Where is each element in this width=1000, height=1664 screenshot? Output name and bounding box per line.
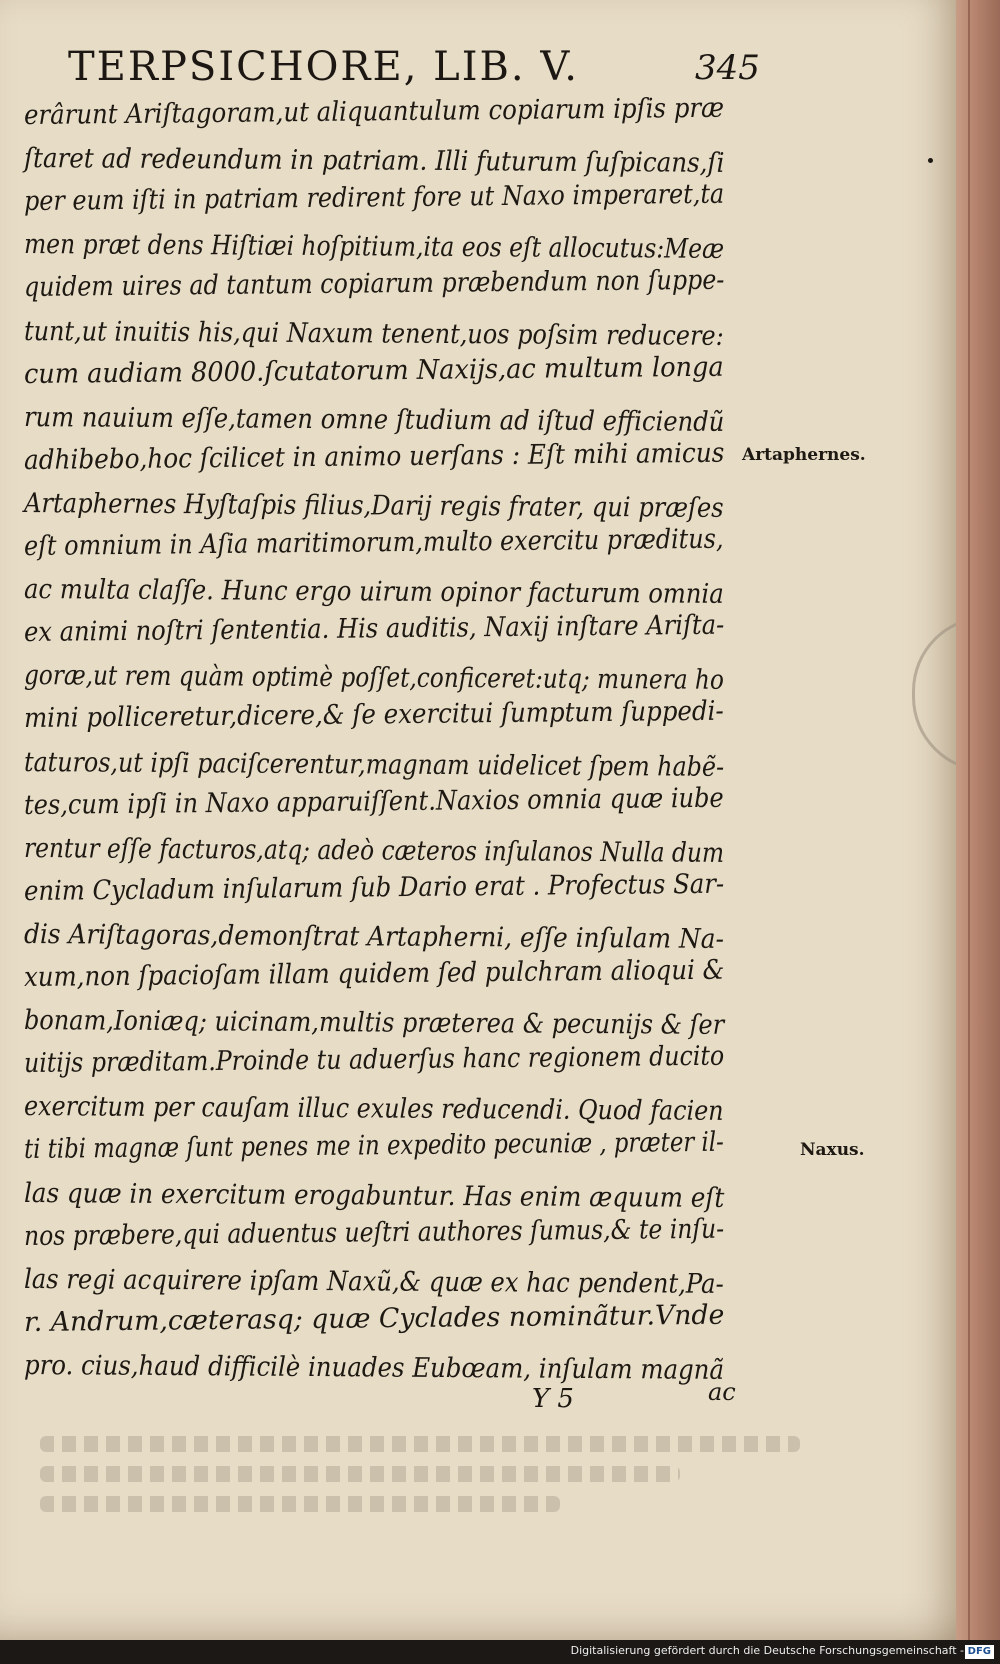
text-line: pro. cius,haud difficilè inuades Eubœam, inſulam magnã bbox=[23, 1349, 725, 1386]
text-line: rentur eſſe facturos,atq; adeò cæteros inſulanos Nulla dum bbox=[23, 832, 725, 869]
show-through-ink bbox=[40, 1436, 800, 1452]
text-line: men præt dens Hiſtiæi hoſpitium,ita eos eſt allocutus:Meæ bbox=[23, 229, 725, 266]
text-line: per eum iſti in patriam redirent fore ut Naxo imperaret,ta bbox=[23, 178, 725, 218]
text-line: mini polliceretur,dicere,& ſe exercitui ſumptum ſuppedi- bbox=[23, 696, 724, 735]
text-line: adhibebo,hoc ſcilicet in animo uerſans : Eſt mihi amicus bbox=[23, 437, 725, 476]
text-line: bonam,Ioniæq; uicinam,multis præterea & pecunijs & ſer bbox=[23, 1005, 725, 1041]
text-line: goræ,ut rem quàm optimè poſſet,conficeret:utq; munera ho bbox=[23, 660, 724, 697]
text-line: taturos,ut ipſi paciſcerentur,magnam uidelicet ſpem habẽ- bbox=[23, 746, 725, 783]
text-line: las regi acquirere ipſam Naxũ,& quæ ex hac pendent,Pa- bbox=[23, 1263, 724, 1300]
text-line: rum nauium eſſe,tamen omne ſtudium ad iſtud efficiendũ bbox=[23, 401, 725, 438]
signature-mark: Y 5 bbox=[532, 1384, 574, 1414]
text-line: enim Cycladum inſularum ſub Dario erat . Profectus Sar- bbox=[23, 868, 725, 907]
text-line: erârunt Ariſtagoram,ut aliquantulum copiarum ipſis præ bbox=[23, 92, 725, 131]
text-line: cum audiam 8000.ſcutatorum Naxijs,ac multum longa bbox=[23, 351, 724, 390]
text-line: uitijs præditam.Proinde tu aduerſus hanc regionem ducito bbox=[23, 1040, 725, 1080]
page-edge bbox=[956, 0, 1000, 1640]
text-line: ex animi noſtri ſententia. His auditis, Naxij inſtare Ariſta- bbox=[23, 609, 725, 649]
text-line: xum,non ſpacioſam illam quidem ſed pulchram alioqui & bbox=[23, 954, 725, 993]
marginal-note-naxus: Naxus. bbox=[800, 1140, 865, 1160]
text-line: r. Andrum,cæterasq; quæ Cyclades nominãtur.Vnde bbox=[23, 1299, 725, 1338]
text-line: exercitum per cauſam illuc exules reducendi. Quod facien bbox=[23, 1091, 724, 1128]
show-through-ink bbox=[40, 1496, 560, 1512]
text-line: ti tibi magnæ ſunt penes me in expedito pecuniæ , præter il- bbox=[23, 1127, 724, 1166]
text-line: tunt,ut inuitis his,qui Naxum tenent,uos poſsim reducere: bbox=[23, 315, 724, 352]
footer-bar bbox=[0, 1640, 1000, 1664]
marginal-note-artaphernes: Artaphernes. bbox=[742, 445, 866, 465]
text-line: tes,cum ipſi in Naxo apparuiſſent.Naxios omnia quæ iube bbox=[23, 782, 724, 821]
catchword: ac bbox=[708, 1378, 736, 1406]
running-title: TERPSICHORE, LIB. V. bbox=[68, 44, 579, 90]
text-line: dis Ariſtagoras,demonſtrat Artapherni, eſſe inſulam Na- bbox=[23, 918, 725, 955]
page-edge-line bbox=[968, 0, 970, 1640]
text-line: ac multa claſſe. Hunc ergo uirum opinor facturum omnia bbox=[23, 574, 724, 610]
text-line: quidem uires ad tantum copiarum præbendum non ſuppe- bbox=[23, 265, 725, 304]
footer-credit: Digitalisierung gefördert durch die Deutsche Forschungsgemeinschaft - bbox=[570, 1644, 964, 1657]
text-line: ſtaret ad redeundum in patriam. Illi futurum ſuſpicans,ſi bbox=[23, 143, 725, 179]
text-line: las quæ in exercitum erogabuntur. Has enim æquum eſt bbox=[23, 1177, 725, 1214]
ink-dot bbox=[928, 158, 933, 163]
text-line: eſt omnium in Aſia maritimorum,multo exercitu præditus, bbox=[23, 523, 724, 562]
page-number: 345 bbox=[695, 48, 760, 88]
text-line: nos præbere,qui aduentus ueſtri authores ſumus,& te inſu- bbox=[23, 1213, 725, 1252]
dfg-logo: DFG bbox=[965, 1645, 994, 1659]
show-through-ink bbox=[40, 1466, 680, 1482]
text-line: Artaphernes Hyſtaſpis filius,Darij regis frater, qui præſes bbox=[23, 487, 724, 524]
